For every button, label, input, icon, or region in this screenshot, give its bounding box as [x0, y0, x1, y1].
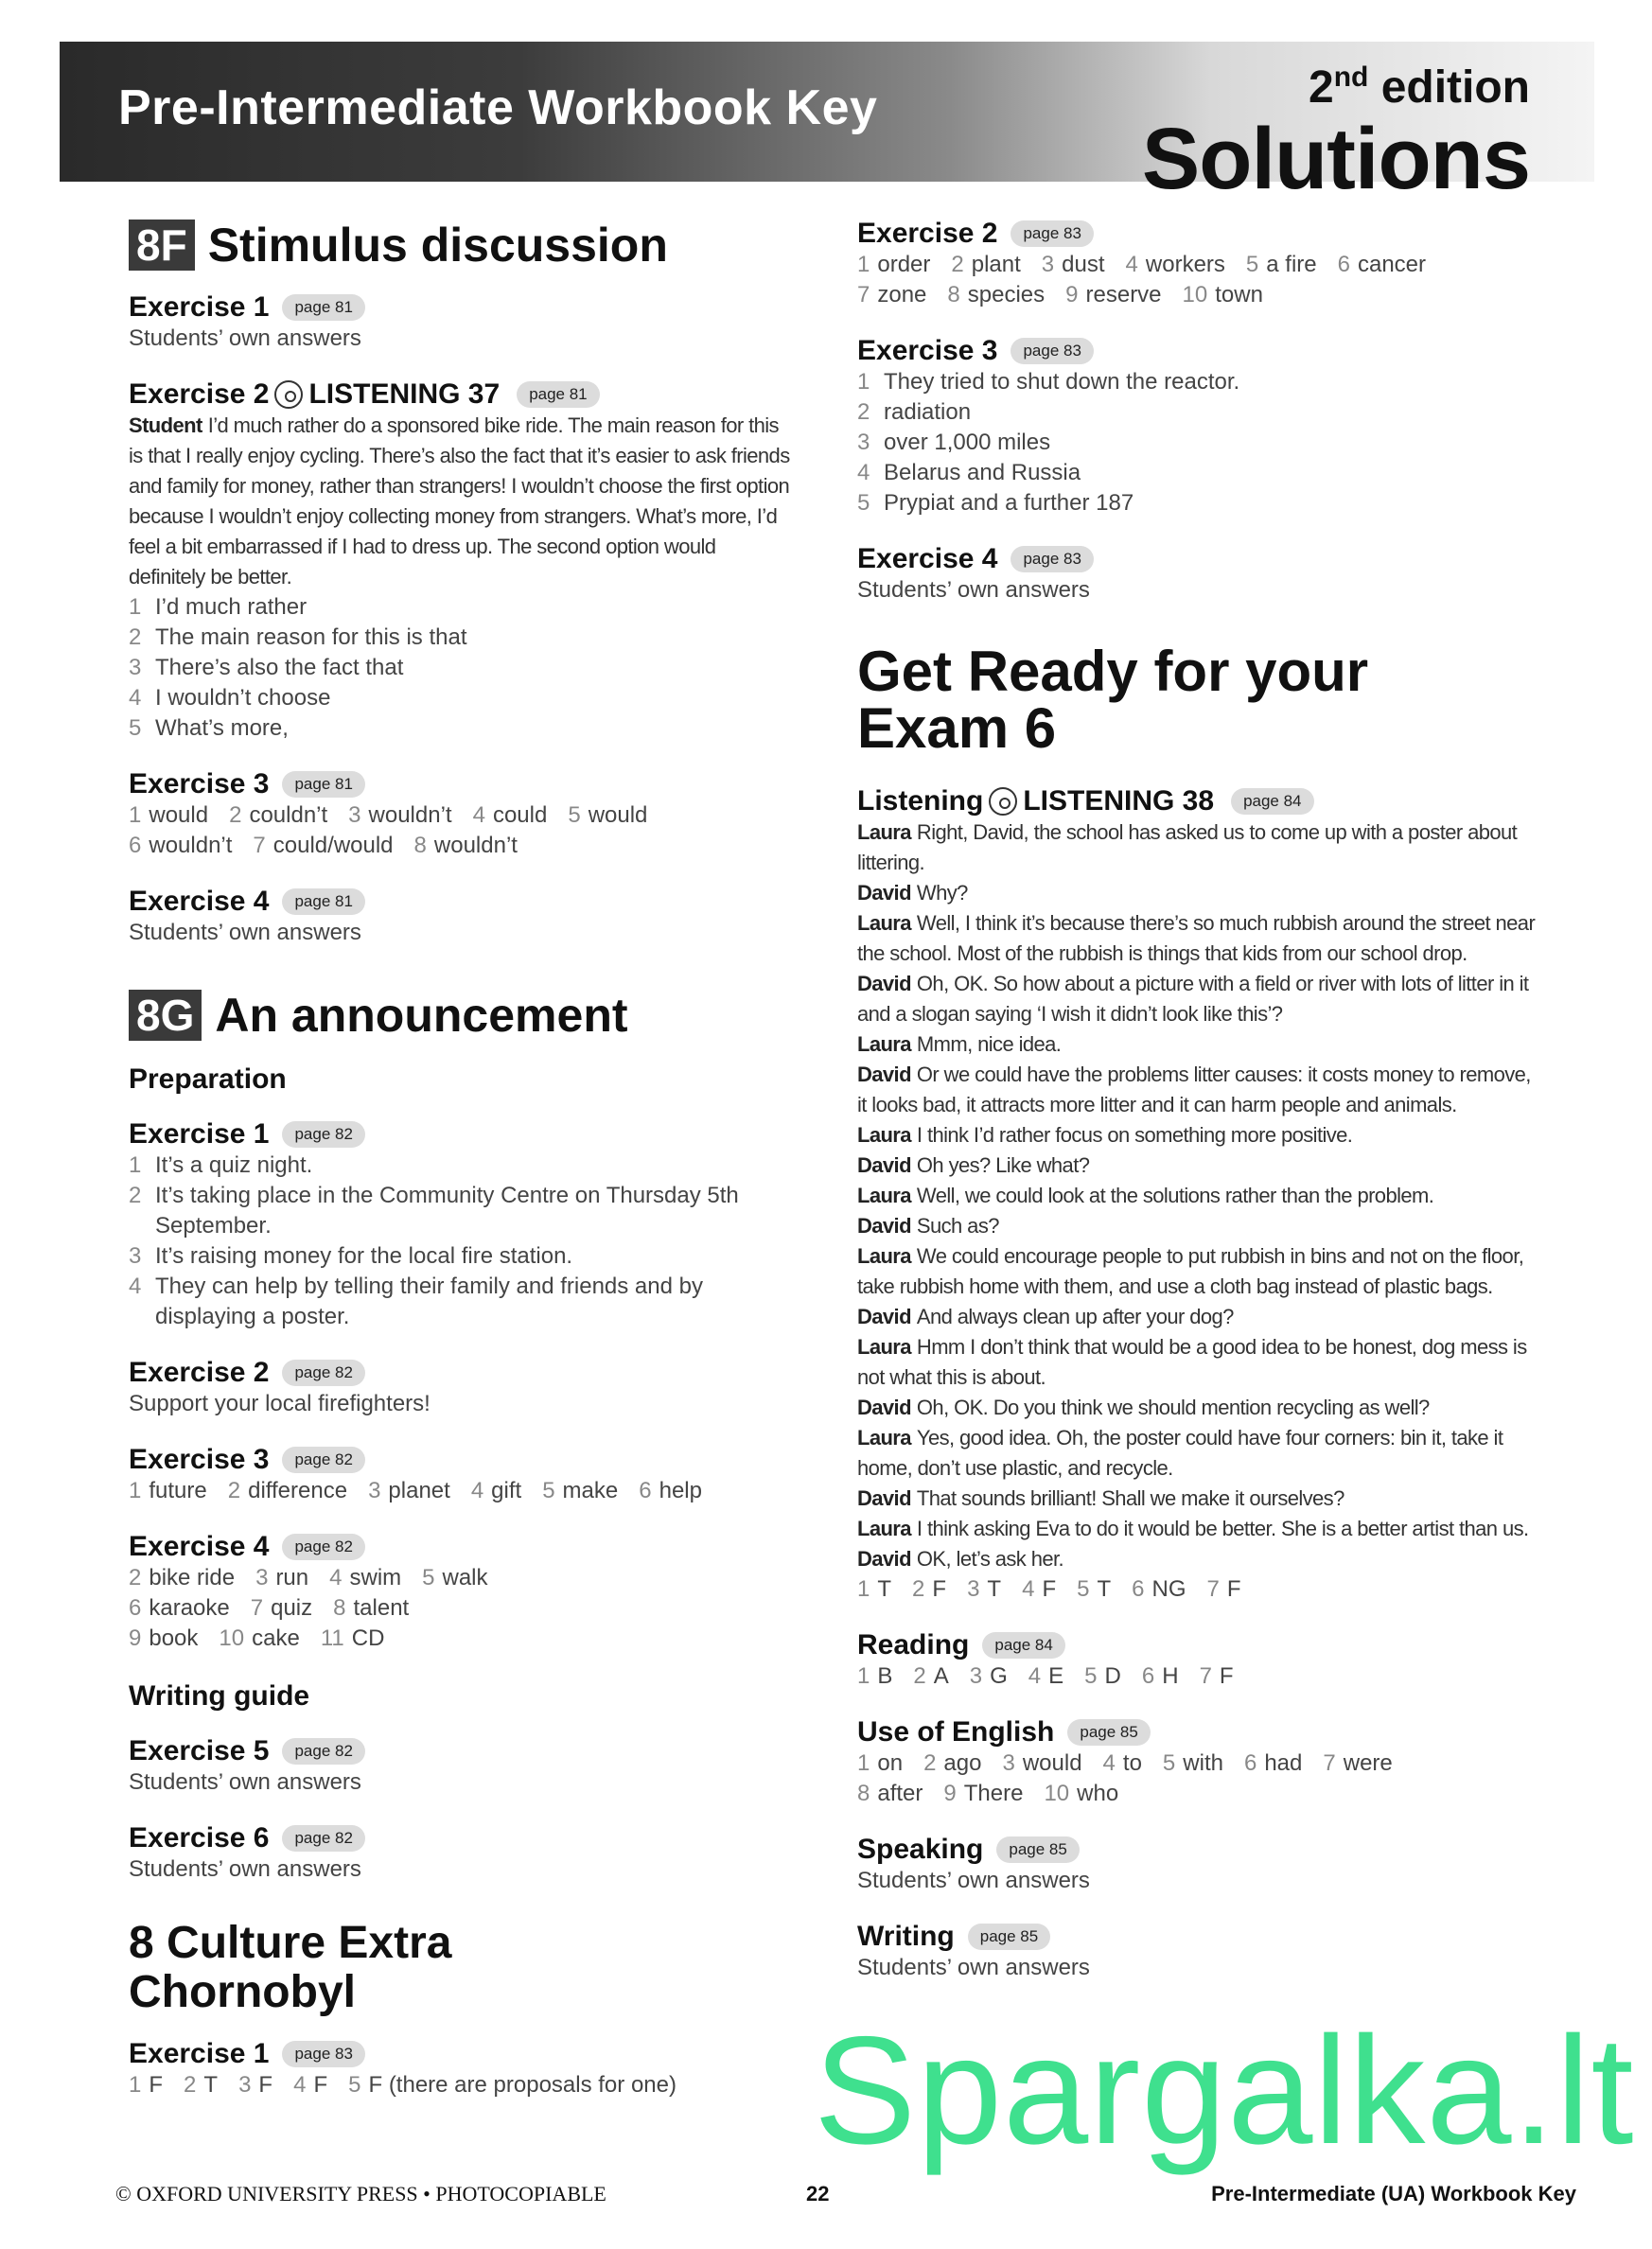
answer-item: 4 to — [1102, 1750, 1142, 1776]
dialogue-line: David Or we could have the problems litter causes: it costs money to remove, it looks bad, it attracts more litter and it can harm people and animals. — [857, 1063, 1531, 1116]
page-ref: page 84 — [982, 1632, 1064, 1659]
answer-rows — [857, 250, 1538, 310]
exercise — [857, 785, 1538, 1605]
answer-item: 3 dust — [1041, 252, 1105, 277]
answer-row — [129, 2070, 791, 2100]
answer-item: 4 They can help by telling their family and friends and by displaying a poster. — [129, 1274, 703, 1329]
page-ref: page 83 — [1011, 338, 1093, 364]
answer-row — [129, 1593, 791, 1624]
answer-item: 10 cake — [219, 1625, 300, 1651]
answer-row — [129, 800, 791, 831]
answer-item: 1 B — [857, 1663, 893, 1689]
page-ref: page 82 — [282, 1534, 364, 1560]
exercise-label: Exercise 3 — [857, 335, 998, 366]
section-heading — [129, 988, 791, 1043]
answer-row — [857, 280, 1538, 310]
answer-item: 3 run — [255, 1565, 309, 1590]
exercise-label: Exercise 6 — [129, 1822, 270, 1854]
page-ref: page 85 — [968, 1924, 1050, 1950]
cd-icon — [274, 380, 303, 409]
answer-item: 3 T — [967, 1576, 1002, 1602]
brand-logo — [1141, 42, 1530, 207]
exercise — [857, 335, 1538, 518]
page-ref: page 81 — [282, 771, 364, 798]
brand-name: Solutions — [1141, 111, 1530, 207]
answer-item: 2 It’s taking place in the Community Centre on Thursday 5th September. — [129, 1183, 739, 1239]
exercise-label: Exercise 1 — [129, 291, 270, 323]
right-column — [857, 218, 1538, 2008]
exercise-label: Writing — [857, 1921, 955, 1952]
dialogue-line: David OK, let’s ask her. — [857, 1547, 1064, 1571]
dialogue-line: David That sounds brilliant! Shall we make it ourselves? — [857, 1486, 1344, 1510]
answer-rows — [129, 800, 791, 861]
answer-text: Students’ own answers — [129, 1769, 361, 1795]
answer-item: 5 walk — [422, 1565, 488, 1590]
answer-item: 4 F — [1022, 1576, 1057, 1602]
answer-row — [857, 250, 1538, 280]
answer-item: 5 F (there are proposals for one) — [348, 2072, 677, 2098]
answer-item: 7 F — [1199, 1663, 1234, 1689]
answer-item: 6 help — [639, 1478, 702, 1503]
answer-item: 2 ago — [923, 1750, 982, 1776]
answer-item: 1 T — [857, 1576, 892, 1602]
culture-title: 8 Culture Extra Chornobyl — [129, 1918, 452, 2017]
exercise-label: Exercise 3 — [129, 768, 270, 799]
answer-item: 2 F — [912, 1576, 947, 1602]
dialogue-line: Laura Hmm I don’t think that would be a good idea to be honest, dog mess is not what this is about. — [857, 1335, 1527, 1389]
answer-item: 4 I wouldn’t choose — [129, 685, 331, 711]
dialogue-line: Laura Well, we could look at the solutions rather than the problem. — [857, 1184, 1434, 1207]
exercise — [129, 886, 791, 948]
answer-row — [129, 1476, 791, 1506]
answer-item: 9 reserve — [1065, 282, 1162, 307]
dialogue-line: Laura Mmm, nice idea. — [857, 1032, 1062, 1056]
page-ref: page 82 — [282, 1447, 364, 1473]
exercise-label: Use of English — [857, 1716, 1055, 1748]
section-heading — [129, 218, 791, 272]
answer-item: 3 would — [1002, 1750, 1082, 1776]
answer-rows — [129, 1563, 791, 1654]
exercise — [857, 1716, 1538, 1809]
answer-row — [857, 1574, 1538, 1605]
dialogue-line: Laura Yes, good idea. Oh, the poster could have four corners: bin it, take it home, don’t use plastic, and recycle. — [857, 1426, 1503, 1480]
exercise-label: Exercise 2 — [129, 378, 270, 410]
exercise — [129, 1444, 791, 1506]
header-title: Pre-Intermediate Workbook Key — [118, 80, 878, 135]
answer-item: 4 gift — [470, 1478, 522, 1503]
answer-item: 1 It’s a quiz night. — [129, 1152, 313, 1178]
exercise — [857, 218, 1538, 310]
exercise — [129, 2038, 791, 2100]
dialogue-line: David Oh yes? Like what? — [857, 1153, 1090, 1177]
page-ref: page 83 — [282, 2041, 364, 2067]
answer-item: 2 plant — [951, 252, 1021, 277]
exercise — [129, 291, 791, 354]
footer-title: Pre-Intermediate (UA) Workbook Key — [1211, 2182, 1576, 2205]
answer-item: 5 with — [1162, 1750, 1223, 1776]
page-ref: page 81 — [517, 381, 599, 408]
answer-text: Students’ own answers — [129, 1856, 361, 1882]
page-ref: page 84 — [1231, 788, 1313, 815]
dialogue-line: Laura I think I’d rather focus on something more positive. — [857, 1123, 1353, 1147]
answer-item: 3 It’s raising money for the local fire station. — [129, 1243, 573, 1269]
dialogue — [857, 817, 1538, 1574]
answer-item: 8 talent — [333, 1595, 410, 1621]
exercise-label: Exercise 3 — [129, 1444, 270, 1475]
exercise-label: Exercise 2 — [129, 1357, 270, 1388]
cd-icon — [989, 787, 1017, 816]
listening-label: LISTENING 38 — [1023, 785, 1215, 817]
edition-label: 2nd edition — [1308, 61, 1530, 113]
answer-item: 1 They tried to shut down the reactor. — [857, 369, 1240, 395]
exercise-label: Speaking — [857, 1834, 984, 1865]
dialogue-line: David Such as? — [857, 1214, 999, 1238]
exercise-label: Exercise 4 — [129, 1531, 270, 1562]
answer-text: Students’ own answers — [857, 1868, 1090, 1893]
answer-item: 6 cancer — [1337, 252, 1427, 277]
answer-item: 4 E — [1028, 1663, 1064, 1689]
exercise-label: Exercise 1 — [129, 2038, 270, 2069]
answer-item: 2 couldn’t — [229, 802, 328, 828]
answer-item: 3 planet — [368, 1478, 450, 1503]
left-column — [129, 218, 791, 2125]
answer-item: 6 wouldn’t — [129, 833, 233, 858]
answer-row — [857, 1748, 1538, 1779]
exercise — [129, 1531, 791, 1654]
answer-text: Students’ own answers — [857, 1955, 1090, 1980]
answer-item: 10 who — [1044, 1781, 1119, 1806]
answer-row — [129, 831, 791, 861]
exercise — [129, 1735, 791, 1798]
answer-item: 1 I’d much rather — [129, 594, 308, 620]
dialogue-line: Laura Right, David, the school has asked us to come up with a poster about littering. — [857, 820, 1518, 874]
answer-item: 10 town — [1182, 282, 1263, 307]
page-ref: page 85 — [1067, 1719, 1150, 1746]
exercise-label: Exercise 4 — [129, 886, 270, 917]
answer-item: 4 workers — [1125, 252, 1225, 277]
answer-item: 4 could — [472, 802, 548, 828]
answer-item: 1 on — [857, 1750, 904, 1776]
page-ref: page 82 — [282, 1360, 364, 1386]
exam-title: Get Ready for your Exam 6 — [857, 640, 1369, 760]
answer-item: 6 had — [1243, 1750, 1303, 1776]
answer-row — [129, 1624, 791, 1654]
page-ref: page 81 — [282, 294, 364, 321]
answer-item: 7 were — [1323, 1750, 1393, 1776]
answer-item: 3 G — [969, 1663, 1008, 1689]
section-title: An announcement — [215, 989, 628, 1042]
answer-item: 1 F — [129, 2072, 164, 2098]
answer-item: 7 zone — [857, 282, 927, 307]
answer-item: 9 book — [129, 1625, 199, 1651]
answer-list — [129, 592, 791, 744]
answer-item: 5 Prypiat and a further 187 — [857, 490, 1134, 516]
exercise — [129, 1357, 791, 1419]
answer-item: 5 make — [542, 1478, 619, 1503]
exercise-label: Exercise 4 — [857, 543, 998, 574]
dialogue-line: David Oh, OK. So how about a picture with a field or river with lots of litter in it and a slogan saying ‘I wish it didn’t look like this’? — [857, 972, 1529, 1026]
answer-item: 2 bike ride — [129, 1565, 236, 1590]
answer-item: 4 Belarus and Russia — [857, 460, 1081, 485]
answer-row — [129, 1563, 791, 1593]
answer-item: 4 F — [293, 2072, 328, 2098]
answer-list — [129, 1151, 791, 1332]
answer-item: 1 order — [857, 252, 931, 277]
answer-item: 5 T — [1077, 1576, 1112, 1602]
page-header — [60, 42, 1594, 207]
answer-text: Students’ own answers — [129, 325, 361, 351]
subheading: Preparation — [129, 1063, 287, 1095]
exercise — [857, 1629, 1538, 1692]
answer-item: 6 H — [1141, 1663, 1179, 1689]
exercise — [857, 1921, 1538, 1983]
exercise — [129, 378, 791, 744]
exercise — [129, 768, 791, 861]
answer-item: 1 future — [129, 1478, 207, 1503]
answer-item: 2 difference — [227, 1478, 348, 1503]
page-ref: page 81 — [282, 888, 364, 915]
answer-item: 8 wouldn’t — [413, 833, 518, 858]
page-ref: page 83 — [1011, 220, 1093, 247]
answer-row — [857, 1661, 1538, 1692]
answer-item: 4 swim — [329, 1565, 402, 1590]
answer-rows — [129, 1476, 791, 1506]
answer-item: 3 F — [238, 2072, 273, 2098]
answer-list — [857, 367, 1538, 518]
answer-item: 2 The main reason for this is that — [129, 624, 467, 650]
exercise — [129, 1822, 791, 1885]
answer-rows — [857, 1748, 1538, 1809]
dialogue-line: David Oh, OK. Do you think we should mention recycling as well? — [857, 1396, 1430, 1419]
answer-item: 3 over 1,000 miles — [857, 430, 1051, 455]
answer-rows — [857, 1661, 1538, 1692]
answer-row — [857, 1779, 1538, 1809]
answer-text: Students’ own answers — [129, 920, 361, 945]
watermark: Spargalka.lt — [814, 2005, 1635, 2176]
answer-item: 3 There’s also the fact that — [129, 655, 404, 680]
answer-text: Students’ own answers — [857, 577, 1090, 603]
section-number: 8F — [129, 220, 195, 271]
answer-item: 7 F — [1206, 1576, 1241, 1602]
dialogue-line: David Why? — [857, 881, 968, 905]
dialogue-line: Laura I think asking Eva to do it would be better. She is a better artist than us. — [857, 1517, 1529, 1540]
answer-item: 6 karaoke — [129, 1595, 230, 1621]
exercise — [857, 1834, 1538, 1896]
answer-item: 2 radiation — [857, 399, 972, 425]
answer-item: 5 would — [568, 802, 648, 828]
answer-item: 8 species — [947, 282, 1046, 307]
answer-item: 3 wouldn’t — [348, 802, 452, 828]
answer-item: 5 What’s more, — [129, 715, 289, 741]
answer-item: 11 CD — [320, 1625, 385, 1651]
exercise-label: Listening — [857, 785, 984, 817]
answer-item: 9 There — [943, 1781, 1024, 1806]
page-ref: page 82 — [282, 1825, 364, 1852]
answer-item: 7 could/would — [253, 833, 394, 858]
answer-item: 2 T — [184, 2072, 219, 2098]
answer-item: 5 D — [1084, 1663, 1121, 1689]
exercise-label: Reading — [857, 1629, 970, 1660]
answer-text: Support your local firefighters! — [129, 1391, 431, 1416]
footer-copyright: © OXFORD UNIVERSITY PRESS • PHOTOCOPIABLE — [115, 2182, 606, 2205]
answer-item: 6 NG — [1132, 1576, 1186, 1602]
page-ref: page 82 — [282, 1738, 364, 1765]
answer-item: 8 after — [857, 1781, 923, 1806]
exercise-label: Exercise 1 — [129, 1118, 270, 1150]
exercise — [857, 543, 1538, 606]
dialogue-line: David And always clean up after your dog? — [857, 1305, 1234, 1328]
transcript: Student I’d much rather do a sponsored bike ride. The main reason for this is that I really enjoy cycling. There’s also the fact that it’s easier to ask friends and family for money, rather than strangers! I wouldn’t choose the first option because I wouldn’t enjoy collecting money from strangers. What’s more, I’d feel a bit embarrassed if I had to dress up. The second option would definitely be better. — [129, 413, 790, 589]
answer-item: 2 A — [913, 1663, 949, 1689]
answer-item: 1 would — [129, 802, 209, 828]
answer-rows — [129, 2070, 791, 2100]
exercise-label: Exercise 5 — [129, 1735, 270, 1766]
page-ref: page 82 — [282, 1121, 364, 1148]
answer-item: 5 a fire — [1245, 252, 1317, 277]
dialogue-line: Laura Well, I think it’s because there’s so much rubbish around the street near the school. Most of the rubbish is things that kids from our school drop. — [857, 911, 1536, 965]
exercise — [129, 1118, 791, 1332]
page-ref: page 83 — [1011, 546, 1093, 572]
listening-label: LISTENING 37 — [308, 378, 501, 410]
subheading: Writing guide — [129, 1680, 310, 1712]
answer-rows — [857, 1574, 1538, 1605]
page-ref: page 85 — [996, 1836, 1079, 1863]
answer-item: 7 quiz — [250, 1595, 313, 1621]
page-number: 22 — [806, 2182, 830, 2205]
exercise-label: Exercise 2 — [857, 218, 998, 249]
dialogue-line: Laura We could encourage people to put rubbish in bins and not on the floor, take rubbish home with them, and use a cloth bag instead of plastic bags. — [857, 1244, 1524, 1298]
section-title: Stimulus discussion — [207, 219, 668, 272]
section-number: 8G — [129, 990, 202, 1041]
